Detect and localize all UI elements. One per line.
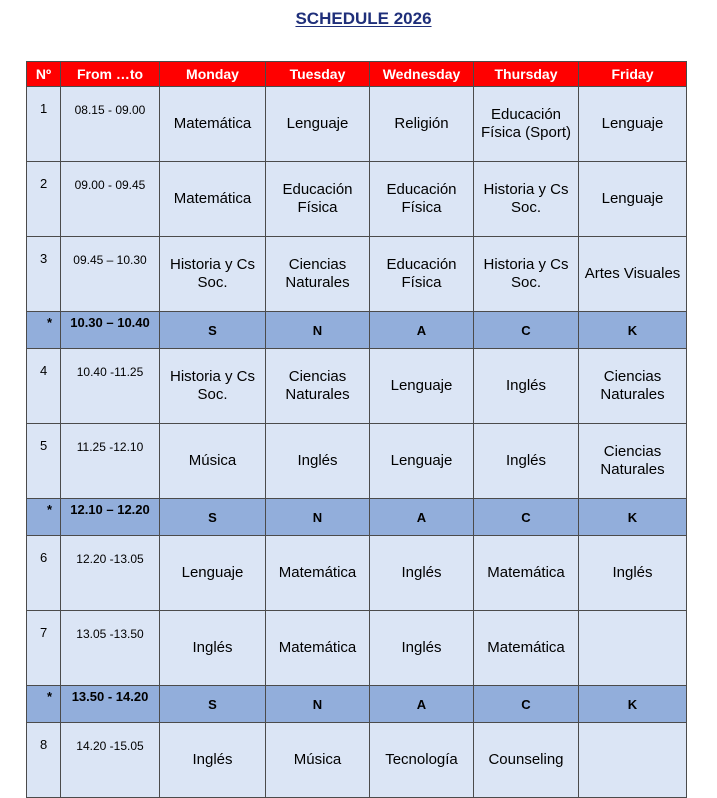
period-time: 13.50 - 14.20	[61, 686, 160, 723]
subject-cell-thursday: Educación Física (Sport)	[474, 87, 579, 162]
subject-cell-friday: Ciencias Naturales	[579, 424, 687, 499]
period-time: 10.30 – 10.40	[61, 312, 160, 349]
snack-letter-wednesday: A	[370, 499, 474, 536]
snack-row	[27, 312, 687, 349]
subject-cell-thursday: Counseling	[474, 723, 579, 798]
period-number: 3	[27, 237, 61, 312]
snack-letter-thursday: C	[474, 312, 579, 349]
subject-cell-monday: Historia y Cs Soc.	[160, 237, 266, 312]
snack-row	[27, 499, 687, 536]
table-row	[27, 87, 687, 162]
subject-cell-friday: Ciencias Naturales	[579, 349, 687, 424]
page-title: SCHEDULE 2026	[295, 9, 432, 28]
snack-letter-thursday: C	[474, 686, 579, 723]
snack-letter-tuesday: N	[266, 312, 370, 349]
subject-cell-tuesday: Inglés	[266, 424, 370, 499]
period-number: 8	[27, 723, 61, 798]
period-time: 09.00 - 09.45	[61, 162, 160, 237]
header-time: From …to	[61, 62, 160, 87]
period-time: 12.20 -13.05	[61, 536, 160, 611]
snack-letter-friday: K	[579, 499, 687, 536]
period-time: 13.05 -13.50	[61, 611, 160, 686]
header-number: Nº	[27, 62, 61, 87]
snack-letter-wednesday: A	[370, 686, 474, 723]
subject-cell-friday	[579, 723, 687, 798]
period-time: 10.40 -11.25	[61, 349, 160, 424]
subject-cell-monday: Matemática	[160, 87, 266, 162]
table-row	[27, 162, 687, 237]
subject-cell-friday: Lenguaje	[579, 162, 687, 237]
period-number: 1	[27, 87, 61, 162]
snack-letter-tuesday: N	[266, 499, 370, 536]
subject-cell-thursday: Inglés	[474, 424, 579, 499]
header-wednesday: Wednesday	[370, 62, 474, 87]
subject-cell-tuesday: Matemática	[266, 611, 370, 686]
period-time: 08.15 - 09.00	[61, 87, 160, 162]
subject-cell-friday	[579, 611, 687, 686]
subject-cell-wednesday: Inglés	[370, 536, 474, 611]
subject-cell-wednesday: Tecnología	[370, 723, 474, 798]
subject-cell-monday: Inglés	[160, 611, 266, 686]
subject-cell-monday: Música	[160, 424, 266, 499]
snack-letter-monday: S	[160, 686, 266, 723]
period-number: 7	[27, 611, 61, 686]
subject-cell-thursday: Historia y Cs Soc.	[474, 162, 579, 237]
header-monday: Monday	[160, 62, 266, 87]
snack-letter-friday: K	[579, 686, 687, 723]
header-thursday: Thursday	[474, 62, 579, 87]
subject-cell-tuesday: Lenguaje	[266, 87, 370, 162]
subject-cell-friday: Artes Visuales	[579, 237, 687, 312]
header-friday: Friday	[579, 62, 687, 87]
subject-cell-friday: Inglés	[579, 536, 687, 611]
period-number: 5	[27, 424, 61, 499]
table-row	[27, 237, 687, 312]
table-row	[27, 349, 687, 424]
period-number: 2	[27, 162, 61, 237]
subject-cell-monday: Lenguaje	[160, 536, 266, 611]
subject-cell-tuesday: Ciencias Naturales	[266, 349, 370, 424]
period-time: 11.25 -12.10	[61, 424, 160, 499]
subject-cell-tuesday: Educación Física	[266, 162, 370, 237]
subject-cell-thursday: Matemática	[474, 536, 579, 611]
period-number: 6	[27, 536, 61, 611]
subject-cell-monday: Matemática	[160, 162, 266, 237]
subject-cell-tuesday: Matemática	[266, 536, 370, 611]
subject-cell-thursday: Matemática	[474, 611, 579, 686]
snack-letter-friday: K	[579, 312, 687, 349]
subject-cell-wednesday: Religión	[370, 87, 474, 162]
table-row	[27, 611, 687, 686]
header-row	[27, 62, 687, 87]
subject-cell-friday: Lenguaje	[579, 87, 687, 162]
subject-cell-wednesday: Lenguaje	[370, 424, 474, 499]
period-time: 12.10 – 12.20	[61, 499, 160, 536]
table-row	[27, 536, 687, 611]
snack-letter-thursday: C	[474, 499, 579, 536]
subject-cell-wednesday: Lenguaje	[370, 349, 474, 424]
subject-cell-tuesday: Ciencias Naturales	[266, 237, 370, 312]
subject-cell-monday: Inglés	[160, 723, 266, 798]
subject-cell-wednesday: Inglés	[370, 611, 474, 686]
snack-letter-monday: S	[160, 499, 266, 536]
subject-cell-monday: Historia y Cs Soc.	[160, 349, 266, 424]
period-time: 09.45 – 10.30	[61, 237, 160, 312]
subject-cell-tuesday: Música	[266, 723, 370, 798]
schedule-table	[26, 61, 687, 798]
period-time: 14.20 -15.05	[61, 723, 160, 798]
period-number: *	[27, 499, 61, 536]
period-number: *	[27, 312, 61, 349]
header-tuesday: Tuesday	[266, 62, 370, 87]
snack-letter-wednesday: A	[370, 312, 474, 349]
subject-cell-thursday: Inglés	[474, 349, 579, 424]
snack-letter-tuesday: N	[266, 686, 370, 723]
table-row	[27, 424, 687, 499]
snack-letter-monday: S	[160, 312, 266, 349]
subject-cell-wednesday: Educación Física	[370, 162, 474, 237]
snack-row	[27, 686, 687, 723]
period-number: *	[27, 686, 61, 723]
table-row	[27, 723, 687, 798]
subject-cell-wednesday: Educación Física	[370, 237, 474, 312]
period-number: 4	[27, 349, 61, 424]
subject-cell-thursday: Historia y Cs Soc.	[474, 237, 579, 312]
